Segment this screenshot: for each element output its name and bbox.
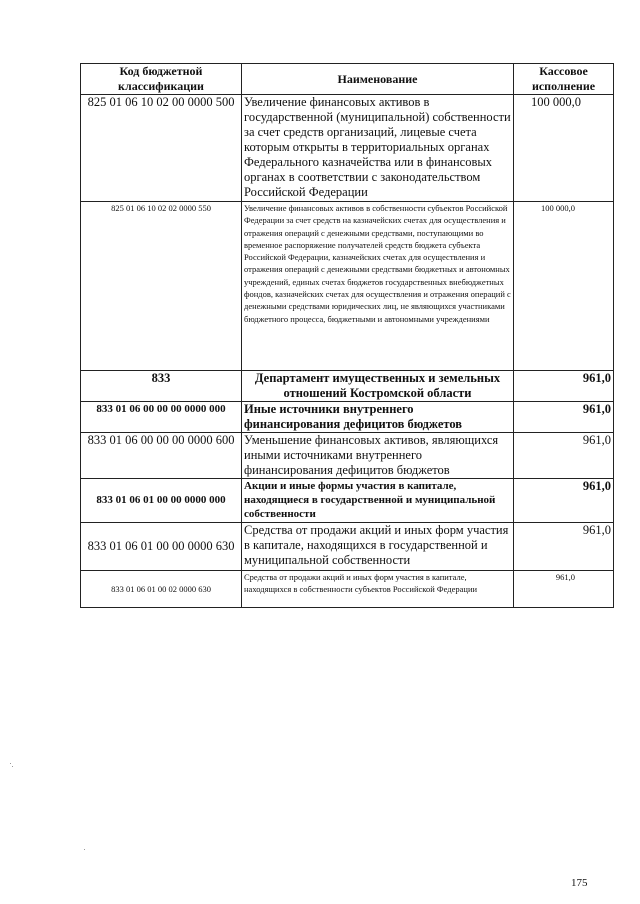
header-amount: Кассовое исполнение xyxy=(514,64,614,95)
row-amount: 100 000,0 xyxy=(514,202,614,371)
row-code: 825 01 06 10 02 00 0000 500 xyxy=(81,95,242,202)
row-code: 833 xyxy=(81,371,242,402)
scan-speck xyxy=(10,763,11,764)
row-name: Иные источники внутреннего финансирования дефицитов бюджетов xyxy=(242,402,514,433)
scan-speck xyxy=(12,766,13,767)
row-code: 833 01 06 01 00 00 0000 630 xyxy=(81,523,242,571)
table-row xyxy=(81,479,614,523)
row-code: 833 01 06 00 00 00 0000 600 xyxy=(81,433,242,479)
table-row xyxy=(81,402,614,433)
table-row xyxy=(81,523,614,571)
scan-speck xyxy=(84,849,85,850)
row-code: 825 01 06 10 02 02 0000 550 xyxy=(81,202,242,371)
header-name: Наименование xyxy=(242,64,514,95)
table-row xyxy=(81,571,614,608)
row-amount: 961,0 xyxy=(514,523,614,571)
table-row xyxy=(81,433,614,479)
header-code: Код бюджетной классификации xyxy=(81,64,242,95)
row-code: 833 01 06 00 00 00 0000 000 xyxy=(81,402,242,433)
budget-sources-table xyxy=(80,63,614,608)
page-number: 175 xyxy=(571,877,588,889)
row-name: Акции и иные формы участия в капитале, находящиеся в государственной и муниципальной собственности xyxy=(242,479,514,523)
row-name: Увеличение финансовых активов в государственной (муниципальной) собственности за счет средств организаций, лицевые счета которым открыты в территориальных органах Федерального казначейства или в финансовых органах в соответствии с законодательством Российской Федерации xyxy=(242,95,514,202)
row-name: Уменьшение финансовых активов, являющихся иными источниками внутреннего финансирования дефицитов бюджетов xyxy=(242,433,514,479)
row-name: Средства от продажи акций и иных форм участия в капитале, находящихся в собственности субъектов Российской Федерации xyxy=(242,571,514,608)
table-row xyxy=(81,202,614,371)
table-header-row xyxy=(81,64,614,95)
table-row xyxy=(81,371,614,402)
row-name: Департамент имущественных и земельных отношений Костромской области xyxy=(242,371,514,402)
row-code: 833 01 06 01 00 02 0000 630 xyxy=(81,571,242,608)
row-amount: 100 000,0 xyxy=(514,95,614,202)
row-name: Средства от продажи акций и иных форм участия в капитале, находящихся в государственной и муниципальной собственности xyxy=(242,523,514,571)
row-amount: 961,0 xyxy=(514,402,614,433)
row-amount: 961,0 xyxy=(514,571,614,608)
row-amount: 961,0 xyxy=(514,479,614,523)
table-row xyxy=(81,95,614,202)
row-code: 833 01 06 01 00 00 0000 000 xyxy=(81,479,242,523)
row-amount: 961,0 xyxy=(514,371,614,402)
row-amount: 961,0 xyxy=(514,433,614,479)
row-name: Увеличение финансовых активов в собственности субъектов Российской Федерации за счет средств на казначейских счетах для осуществления и отражения операций с денежными средствами, поступающими во временное распоряжение получателей средств бюджета субъекта Российской Федерации, казначейских счетах для осуществления и отражения операций с денежными средствами бюджетных и автономных учреждений, единых счетах бюджетов государственных внебюджетных фондов, казначейских счетах для осуществления и отражения операций с денежными средствами юридических лиц, не являющихся участниками бюджетного процесса, бюджетными и автономными учреждениями xyxy=(242,202,514,371)
